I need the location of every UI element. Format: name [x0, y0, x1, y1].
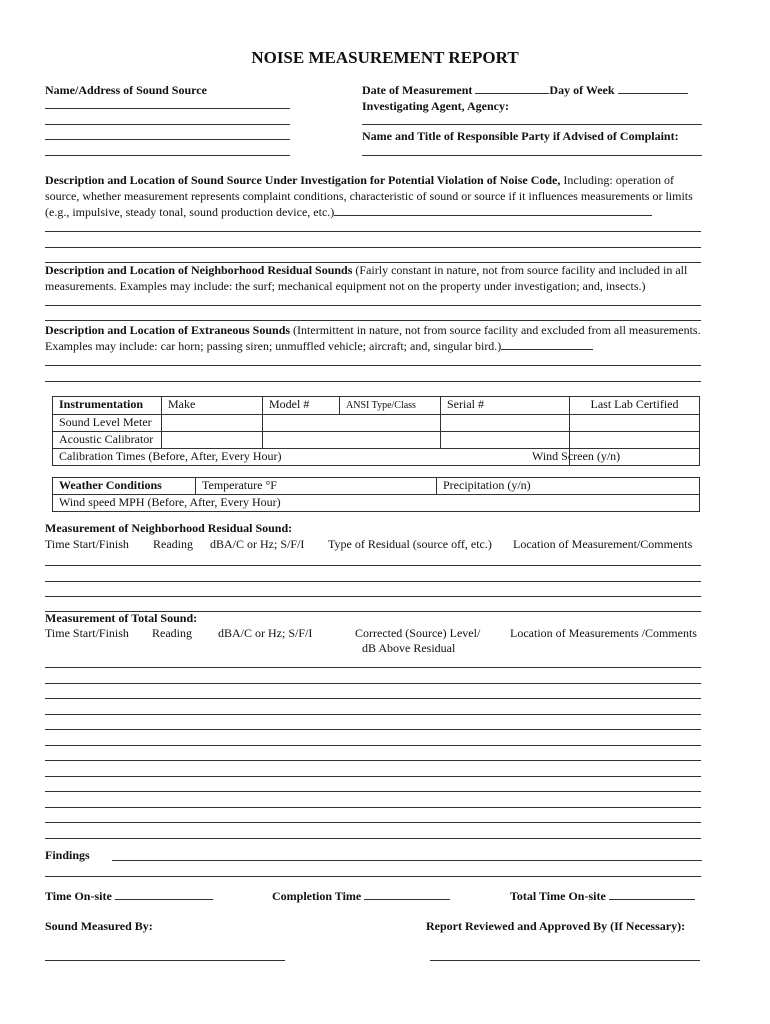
- precipitation-label: Precipitation (y/n): [443, 478, 531, 492]
- total-col-location: Location of Measurements /Comments: [510, 626, 697, 640]
- table-row: [53, 432, 700, 449]
- total-line-3[interactable]: [45, 698, 701, 699]
- cal-serial-cell[interactable]: [441, 432, 570, 449]
- residual-line-1[interactable]: [45, 305, 701, 306]
- reviewed-by-label: Report Reviewed and Approved By (If Necessary):: [426, 919, 686, 933]
- residual-line-2[interactable]: [45, 320, 701, 321]
- name-address-line-3[interactable]: [45, 139, 290, 140]
- residual-col-type: Type of Residual (source off, etc.): [328, 537, 492, 551]
- calibration-times-cell[interactable]: [53, 449, 570, 466]
- cal-model-cell[interactable]: [263, 432, 441, 449]
- cal-certified-cell[interactable]: [570, 432, 700, 449]
- weather-row-1: [53, 478, 700, 495]
- wind-speed-cell[interactable]: [53, 495, 700, 512]
- model-header: Model #: [263, 397, 340, 415]
- total-time-row: [510, 889, 695, 903]
- total-line-2[interactable]: [45, 683, 701, 684]
- day-field[interactable]: [618, 83, 688, 94]
- source-line-1[interactable]: [45, 231, 701, 232]
- source-inline-field[interactable]: [334, 205, 652, 216]
- ansi-header: ANSI Type/Class: [340, 397, 441, 415]
- agent-line[interactable]: [362, 124, 702, 125]
- total-line-6[interactable]: [45, 745, 701, 746]
- residual-col-time: Time Start/Finish: [45, 537, 129, 551]
- total-line-1[interactable]: [45, 667, 701, 668]
- total-col-corrected: Corrected (Source) Level/: [355, 626, 481, 640]
- total-line-11[interactable]: [45, 822, 701, 823]
- total-line-4[interactable]: [45, 714, 701, 715]
- responsible-line[interactable]: [362, 155, 702, 156]
- responsible-label: Name and Title of Responsible Party if Advised of Complaint:: [362, 129, 679, 143]
- wind-screen-cell[interactable]: [532, 449, 700, 466]
- lab-certified-header: Last Lab Certified: [570, 397, 700, 415]
- name-address-line-2[interactable]: [45, 124, 290, 125]
- wind-screen-label: Wind Screen (y/n): [532, 449, 621, 463]
- residual-text: (Fairly constant in nature, not from source facility and included in all measurements. Examples may include: the surf; mechanical equipment not on the property under investigation; and, insects.): [45, 263, 688, 293]
- completion-field[interactable]: [364, 889, 450, 900]
- total-line-10[interactable]: [45, 807, 701, 808]
- measured-by-label: Sound Measured By:: [45, 919, 153, 933]
- name-address-label: Name/Address of Sound Source: [45, 83, 207, 97]
- residual-measure-line-1[interactable]: [45, 565, 701, 566]
- extraneous-line-1[interactable]: [45, 365, 701, 366]
- weather-row-2: [53, 495, 700, 512]
- cal-make-cell[interactable]: [162, 432, 263, 449]
- table-row: [53, 415, 700, 432]
- date-row: [362, 83, 688, 97]
- residual-measure-line-2[interactable]: [45, 581, 701, 582]
- completion-label: Completion Time: [272, 889, 362, 903]
- agent-label: Investigating Agent, Agency:: [362, 99, 509, 113]
- total-col-reading: Reading: [152, 626, 192, 640]
- slm-make-cell[interactable]: [162, 415, 263, 432]
- precipitation-cell[interactable]: [437, 478, 700, 495]
- completion-row: [272, 889, 450, 903]
- residual-description: [45, 262, 709, 294]
- extraneous-line-2[interactable]: [45, 381, 701, 382]
- slm-serial-cell[interactable]: [441, 415, 570, 432]
- total-col-units: dBA/C or Hz; S/F/I: [218, 626, 313, 640]
- sound-level-meter-label: Sound Level Meter: [53, 415, 162, 432]
- total-col-time: Time Start/Finish: [45, 626, 129, 640]
- total-col-corrected-line2: dB Above Residual: [362, 641, 456, 655]
- findings-line-2[interactable]: [45, 876, 701, 877]
- total-time-label: Total Time On-site: [510, 889, 606, 903]
- report-title: NOISE MEASUREMENT REPORT: [251, 48, 519, 67]
- residual-col-location: Location of Measurement/Comments: [513, 537, 693, 551]
- residual-col-reading: Reading: [153, 537, 193, 551]
- calibration-row: [53, 449, 700, 466]
- findings-line-1[interactable]: [112, 860, 702, 861]
- date-field[interactable]: [475, 83, 549, 94]
- source-heading: Description and Location of Sound Source Under Investigation for Potential Violation of Noise Code,: [45, 173, 561, 187]
- acoustic-calibrator-label: Acoustic Calibrator: [53, 432, 162, 449]
- extraneous-inline-field[interactable]: [501, 339, 593, 350]
- instrument-header-row: [53, 397, 700, 415]
- source-text: Including: operation of source, whether measurement represents complaint conditions, characteristic of sound or source if it influences measurements or limits (e.g., impulsive, steady tonal, sound production device, etc.): [45, 173, 693, 219]
- total-line-7[interactable]: [45, 760, 701, 761]
- time-onsite-label: Time On-site: [45, 889, 112, 903]
- calibration-label: Calibration Times (Before, After, Every Hour): [59, 449, 282, 463]
- name-address-line-1[interactable]: [45, 108, 290, 109]
- reviewed-by-signature-line[interactable]: [430, 960, 700, 961]
- extraneous-heading: Description and Location of Extraneous Sounds: [45, 323, 291, 337]
- time-onsite-field[interactable]: [115, 889, 213, 900]
- total-line-5[interactable]: [45, 729, 701, 730]
- total-line-8[interactable]: [45, 776, 701, 777]
- serial-header: Serial #: [441, 397, 570, 415]
- residual-col-units: dBA/C or Hz; S/F/I: [210, 537, 305, 551]
- temperature-label: Temperature °F: [202, 478, 277, 492]
- findings-label: Findings: [45, 848, 90, 862]
- total-time-field[interactable]: [609, 889, 695, 900]
- total-measure-heading: Measurement of Total Sound:: [45, 611, 198, 625]
- instrument-table: [52, 396, 700, 466]
- slm-model-cell[interactable]: [263, 415, 441, 432]
- total-line-9[interactable]: [45, 791, 701, 792]
- measured-by-signature-line[interactable]: [45, 960, 285, 961]
- residual-measure-line-3[interactable]: [45, 596, 701, 597]
- weather-heading: Weather Conditions: [53, 478, 196, 495]
- residual-measure-heading: Measurement of Neighborhood Residual Sound:: [45, 521, 293, 535]
- residual-heading: Description and Location of Neighborhood Residual Sounds: [45, 263, 353, 277]
- time-onsite-row: [45, 889, 213, 903]
- total-line-12[interactable]: [45, 838, 701, 839]
- temperature-cell[interactable]: [196, 478, 437, 495]
- wind-speed-label: Wind speed MPH (Before, After, Every Hour): [59, 495, 281, 509]
- extraneous-description: [45, 322, 709, 354]
- instrument-header: Instrumentation: [53, 397, 162, 415]
- day-label: Day of Week: [549, 83, 615, 97]
- slm-certified-cell[interactable]: [570, 415, 700, 432]
- date-label: Date of Measurement: [362, 83, 473, 97]
- weather-table: [52, 477, 700, 512]
- make-header: Make: [162, 397, 263, 415]
- source-line-2[interactable]: [45, 247, 701, 248]
- extraneous-text: (Intermittent in nature, not from source facility and excluded from all measurements. Examples may include: car horn; passing siren; unmuffled vehicle; aircraft; and, singular bird.): [45, 323, 701, 353]
- name-address-line-4[interactable]: [45, 155, 290, 156]
- source-description: [45, 172, 709, 220]
